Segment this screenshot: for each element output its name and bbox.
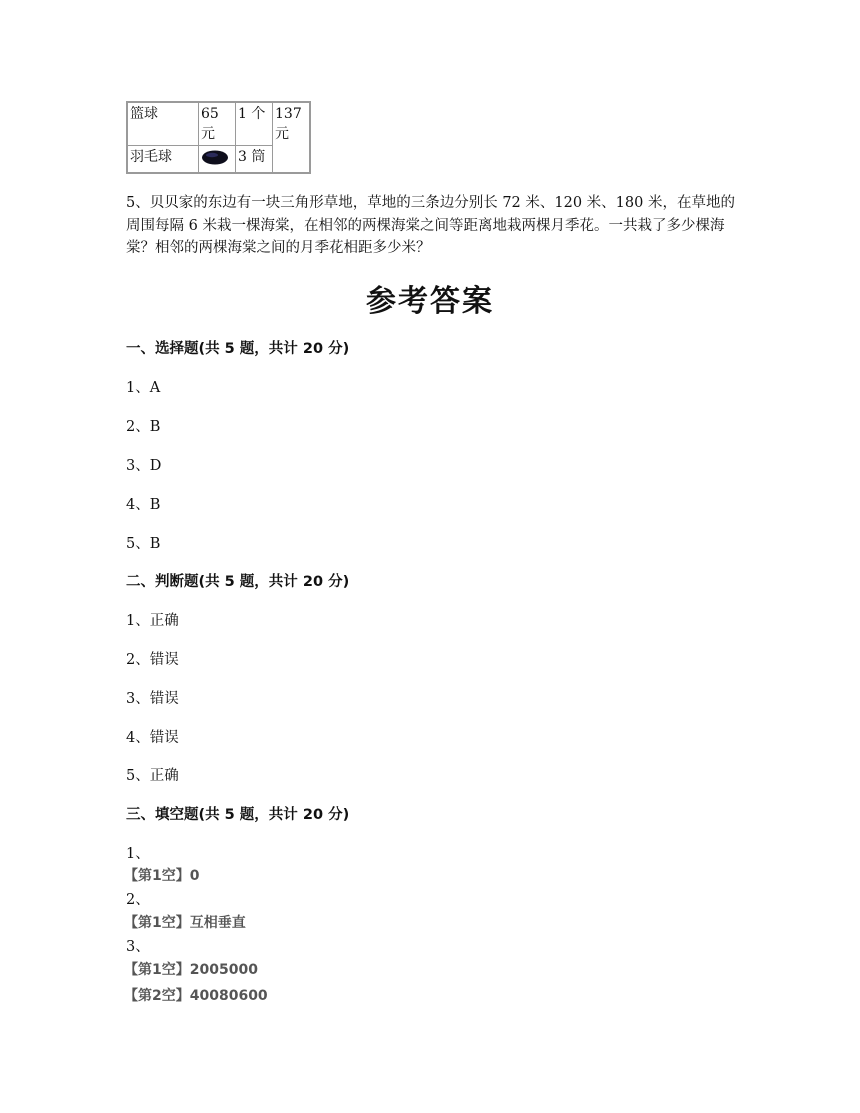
- answer-item: 3、错误: [126, 691, 179, 707]
- section-head-choice: 一、选择题(共 5 题，共计 20 分): [126, 341, 350, 357]
- table-cell: 137 元: [273, 102, 311, 173]
- table-cell: [199, 146, 236, 174]
- fill-blank-answer: 【第1空】0: [124, 868, 200, 884]
- price-table: [126, 101, 311, 174]
- table-cell: 65 元: [199, 102, 236, 146]
- section-head-judge: 二、判断题(共 5 题，共计 20 分): [126, 574, 350, 590]
- table-cell: 3 筒: [236, 146, 273, 174]
- section-head-fill: 三、填空题(共 5 题，共计 20 分): [126, 807, 350, 823]
- table-cell: 1 个: [236, 102, 273, 146]
- page-title: 参考答案: [366, 284, 494, 319]
- problem-5: 5、贝贝家的东边有一块三角形草地，草地的三条边分别长 72 米、120 米、180 米，在草地的周围每隔 6 米栽一棵海棠，在相邻的两棵海棠之间等距离地栽两棵月季花。一共栽了多少棵海棠？相邻的两棵海棠之间的月季花相距多少米？: [126, 195, 735, 256]
- fill-item-label: 2、: [126, 892, 150, 908]
- fill-item-label: 3、: [126, 939, 150, 955]
- answer-item: 1、A: [126, 380, 161, 396]
- fill-item-label: 1、: [126, 846, 150, 862]
- answer-item: 4、错误: [126, 730, 179, 746]
- answer-item: 5、正确: [126, 768, 179, 784]
- table-cell: 羽毛球: [127, 146, 199, 174]
- answer-item: 2、错误: [126, 652, 179, 668]
- answer-item: 3、D: [126, 458, 162, 474]
- answer-item: 5、B: [126, 536, 161, 552]
- answer-item: 4、B: [126, 497, 161, 513]
- answer-item: 2、B: [126, 419, 161, 435]
- fill-blank-answer: 【第2空】40080600: [124, 988, 268, 1004]
- table-row: [127, 102, 310, 146]
- answer-item: 1、正确: [126, 613, 179, 629]
- shuttlecock-price-image: [201, 149, 229, 165]
- fill-blank-answer: 【第1空】2005000: [124, 962, 258, 978]
- fill-blank-answer: 【第1空】互相垂直: [124, 915, 246, 931]
- table-cell: 篮球: [127, 102, 199, 146]
